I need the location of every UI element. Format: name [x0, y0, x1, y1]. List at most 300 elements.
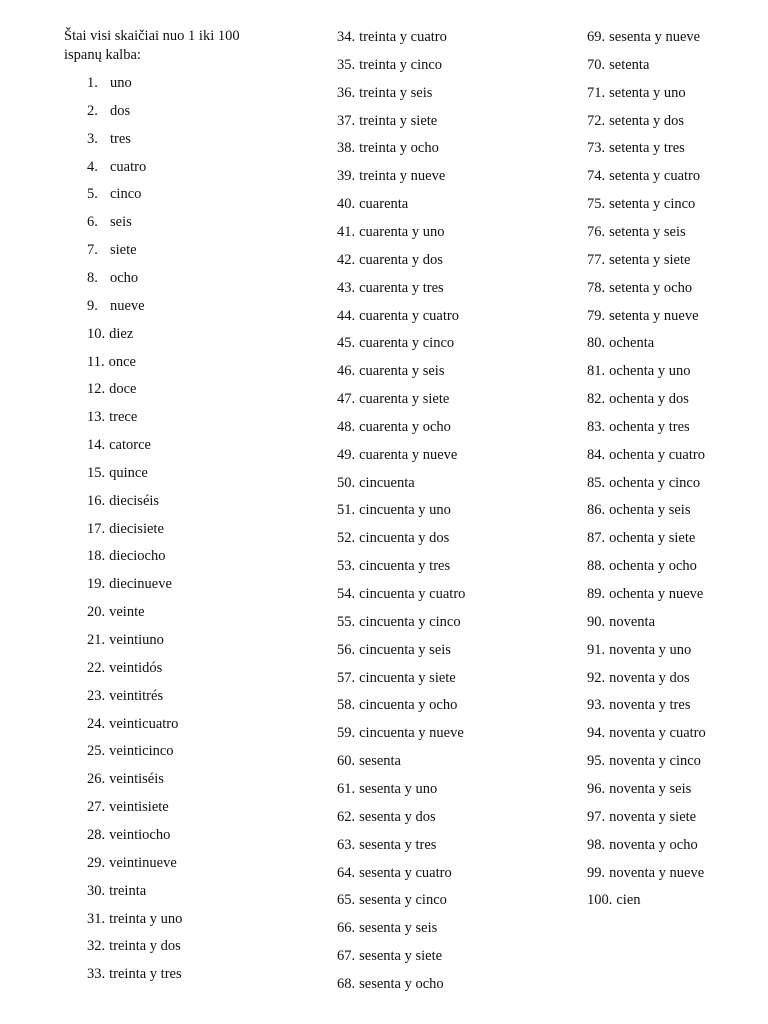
item-number: 24.: [87, 715, 106, 732]
list-item: [337, 361, 444, 381]
item-word: noventa y uno: [609, 641, 692, 658]
item-word: setenta y cuatro: [609, 168, 701, 185]
item-word: sesenta y nueve: [609, 29, 701, 45]
list-item: [87, 686, 163, 706]
list-item: [87, 881, 146, 901]
item-number: 83.: [587, 418, 606, 435]
item-word: treinta y siete: [359, 112, 438, 129]
item-word: ochenta y siete: [609, 530, 696, 547]
list-item: [337, 584, 465, 604]
item-word: sesenta y uno: [359, 780, 438, 797]
item-number: 56.: [337, 641, 356, 658]
item-word: diez: [109, 325, 134, 342]
list-item: [337, 27, 447, 47]
list-item: [587, 278, 692, 298]
item-number: 45.: [337, 335, 356, 352]
item-number: 66.: [337, 920, 356, 937]
item-word: setenta y dos: [609, 112, 685, 129]
item-word: treinta y uno: [109, 910, 183, 927]
intro-text: Štai visi skaičiai nuo 1 iki 100 ispanų kalba:: [64, 28, 240, 63]
item-number: 14.: [87, 437, 106, 454]
list-item: [337, 417, 451, 437]
item-number: 87.: [587, 530, 606, 547]
list-item: [87, 491, 159, 511]
item-number: 28.: [87, 826, 106, 843]
item-word: uno: [110, 75, 132, 91]
item-number: 43.: [337, 279, 356, 296]
item-word: veinticinco: [109, 743, 174, 760]
item-word: cuarenta: [359, 196, 409, 213]
list-item: [337, 779, 437, 799]
item-word: veintiuno: [109, 632, 164, 648]
item-number: 41.: [337, 223, 356, 240]
item-number: 3.: [87, 130, 98, 147]
list-item: [587, 417, 690, 437]
list-item: [587, 166, 700, 186]
item-number: 20.: [87, 604, 106, 621]
item-word: cincuenta y uno: [359, 502, 451, 519]
item-number: 96.: [587, 780, 606, 797]
list-item: [587, 333, 654, 353]
item-word: tres: [110, 130, 131, 147]
item-word: treinta y nueve: [359, 168, 446, 185]
item-number: 5.: [87, 186, 98, 203]
list-item: [587, 751, 701, 771]
item-word: dieciocho: [109, 548, 166, 565]
item-word: siete: [110, 242, 137, 259]
item-number: 35.: [337, 56, 356, 73]
item-number: 52.: [337, 530, 356, 547]
item-number: 98.: [587, 836, 606, 853]
list-item: [337, 890, 447, 910]
item-word: sesenta y ocho: [359, 975, 444, 992]
item-number: 7.: [87, 242, 98, 259]
list-item: [337, 445, 457, 465]
list-item: [337, 835, 436, 855]
list-item: [337, 807, 436, 827]
item-number: 62.: [337, 808, 356, 825]
item-number: 46.: [337, 363, 356, 380]
item-number: 33.: [87, 966, 106, 983]
item-word: quince: [109, 464, 148, 481]
list-item: [87, 658, 162, 678]
item-word: treinta y cuatro: [359, 29, 447, 45]
item-word: noventa y ocho: [609, 836, 698, 853]
list-item: [337, 556, 450, 576]
item-number: 4.: [87, 158, 98, 175]
item-word: nueve: [110, 297, 145, 314]
item-number: 12.: [87, 381, 106, 398]
list-item: [87, 630, 164, 650]
list-item: [587, 306, 699, 326]
list-item: [587, 250, 690, 270]
item-number: 21.: [87, 632, 106, 648]
item-number: 13.: [87, 409, 106, 426]
item-word: cuarenta y tres: [359, 279, 444, 296]
list-item: [87, 463, 148, 483]
list-item: [337, 500, 451, 520]
item-word: cincuenta y tres: [359, 558, 451, 575]
item-number: 89.: [587, 586, 606, 602]
list-item: [337, 695, 457, 715]
item-number: 44.: [337, 307, 356, 324]
item-number: 100.: [587, 892, 613, 909]
item-word: noventa y cinco: [609, 753, 701, 770]
item-number: 18.: [87, 548, 106, 565]
item-number: 55.: [337, 613, 356, 630]
item-word: ochenta y nueve: [609, 586, 704, 602]
item-word: trece: [109, 409, 138, 426]
item-number: 68.: [337, 975, 356, 992]
list-item: [87, 129, 131, 149]
item-number: 72.: [587, 112, 606, 129]
list-item: [87, 574, 172, 594]
list-item: [587, 445, 705, 465]
item-word: noventa y seis: [609, 780, 692, 797]
list-item: [87, 909, 182, 929]
list-item: [587, 83, 686, 103]
list-item: [337, 333, 454, 353]
list-item: [587, 138, 685, 158]
item-word: noventa y tres: [609, 697, 691, 714]
list-item: [587, 194, 695, 214]
item-word: diecisiete: [109, 520, 164, 537]
item-word: sesenta y dos: [359, 808, 436, 825]
item-number: 71.: [587, 84, 606, 101]
list-item: [87, 825, 170, 845]
item-word: cincuenta y cinco: [359, 613, 461, 630]
list-item: [87, 546, 166, 566]
item-number: 73.: [587, 140, 606, 157]
list-item: [87, 73, 132, 93]
list-item: [87, 240, 137, 260]
item-number: 65.: [337, 892, 356, 909]
item-number: 59.: [337, 725, 356, 742]
item-number: 19.: [87, 576, 106, 593]
item-word: noventa y nueve: [609, 864, 705, 881]
item-word: sesenta y seis: [359, 920, 438, 937]
item-number: 31.: [87, 910, 106, 927]
item-number: 88.: [587, 558, 606, 575]
item-word: noventa y dos: [609, 669, 690, 686]
list-item: [587, 640, 691, 660]
list-item: [587, 779, 691, 799]
list-item: [587, 695, 690, 715]
list-item: [337, 668, 456, 688]
item-number: 47.: [337, 391, 356, 408]
item-number: 91.: [587, 641, 606, 658]
item-word: ochenta y uno: [609, 363, 691, 380]
item-word: cincuenta y ocho: [359, 697, 458, 714]
list-item: [337, 974, 444, 994]
item-word: ochenta y dos: [609, 391, 689, 408]
list-item: [587, 584, 703, 604]
item-number: 22.: [87, 659, 106, 676]
item-word: sesenta y siete: [359, 948, 443, 965]
list-item: [337, 250, 443, 270]
item-word: ochenta y seis: [609, 502, 691, 519]
item-word: veinte: [109, 604, 145, 621]
list-item: [87, 352, 136, 372]
item-number: 23.: [87, 687, 106, 704]
item-number: 82.: [587, 391, 606, 408]
item-word: cincuenta y dos: [359, 530, 450, 547]
item-number: 54.: [337, 586, 356, 602]
list-item: [587, 222, 686, 242]
item-word: cincuenta y seis: [359, 641, 451, 658]
item-number: 2.: [87, 102, 98, 119]
item-number: 81.: [587, 363, 606, 380]
item-number: 76.: [587, 223, 606, 240]
item-number: 99.: [587, 864, 606, 881]
list-item: [337, 473, 415, 493]
item-word: veintiséis: [109, 771, 164, 788]
item-number: 61.: [337, 780, 356, 797]
item-word: treinta: [109, 882, 147, 899]
list-item: [587, 361, 690, 381]
item-number: 74.: [587, 168, 606, 185]
item-word: cuarenta y cinco: [359, 335, 455, 352]
item-word: sesenta y tres: [359, 836, 437, 853]
item-word: setenta y ocho: [609, 279, 693, 296]
list-item: [587, 890, 641, 910]
list-item: [337, 83, 432, 103]
item-word: dieciséis: [109, 492, 160, 509]
item-number: 42.: [337, 251, 356, 268]
item-number: 85.: [587, 474, 606, 491]
list-item: [587, 27, 700, 47]
list-item: [87, 157, 146, 177]
item-number: 36.: [337, 84, 356, 101]
item-number: 29.: [87, 854, 106, 871]
item-number: 9.: [87, 297, 98, 314]
item-number: 58.: [337, 697, 356, 714]
list-item: [587, 612, 655, 632]
item-word: cuarenta y cuatro: [359, 307, 459, 324]
item-number: 90.: [587, 613, 606, 630]
list-item: [87, 296, 145, 316]
item-number: 27.: [87, 799, 106, 816]
list-item: [87, 519, 164, 539]
item-word: treinta y cinco: [359, 56, 443, 73]
item-number: 49.: [337, 446, 356, 463]
item-number: 86.: [587, 502, 606, 519]
item-number: 32.: [87, 938, 106, 955]
list-item: [337, 946, 442, 966]
item-number: 26.: [87, 771, 106, 788]
item-word: treinta y dos: [109, 938, 181, 955]
item-word: cuarenta y seis: [359, 363, 445, 380]
list-item: [587, 835, 698, 855]
item-number: 16.: [87, 492, 106, 509]
list-item: [337, 640, 451, 660]
item-word: ochenta: [609, 335, 655, 352]
item-word: ochenta y tres: [609, 418, 690, 435]
list-item: [337, 194, 408, 214]
item-word: setenta: [609, 56, 650, 73]
item-number: 79.: [587, 307, 606, 324]
item-word: ochenta y ocho: [609, 558, 697, 575]
item-word: diecinueve: [109, 576, 172, 593]
item-word: seis: [110, 214, 132, 231]
item-number: 17.: [87, 520, 106, 537]
list-item: [337, 389, 449, 409]
item-word: cuarenta y nueve: [359, 446, 458, 463]
item-word: treinta y tres: [109, 966, 182, 983]
item-word: noventa: [609, 613, 656, 630]
item-number: 84.: [587, 446, 606, 463]
list-item: [337, 166, 445, 186]
item-number: 11.: [87, 353, 105, 370]
item-number: 51.: [337, 502, 356, 519]
list-item: [337, 306, 459, 326]
item-word: setenta y tres: [609, 140, 685, 157]
item-number: 34.: [337, 29, 356, 45]
item-number: 64.: [337, 864, 356, 881]
item-word: doce: [109, 381, 137, 398]
list-item: [87, 101, 130, 121]
item-word: cuatro: [110, 158, 147, 175]
item-word: cincuenta y cuatro: [359, 586, 466, 602]
item-number: 39.: [337, 168, 356, 185]
list-item: [587, 723, 706, 743]
item-word: sesenta y cinco: [359, 892, 447, 909]
list-item: [337, 863, 452, 883]
item-word: veinticuatro: [109, 715, 179, 732]
list-item: [337, 528, 449, 548]
item-word: ocho: [110, 269, 139, 286]
list-item: [587, 111, 684, 131]
item-word: sesenta: [359, 753, 401, 770]
list-item: [587, 556, 697, 576]
item-number: 97.: [587, 808, 606, 825]
list-item: [87, 212, 132, 232]
list-item: [87, 964, 182, 984]
list-item: [87, 769, 164, 789]
item-word: noventa y siete: [609, 808, 697, 825]
item-word: dos: [110, 102, 131, 119]
item-number: 70.: [587, 56, 606, 73]
list-item: [337, 723, 464, 743]
item-number: 75.: [587, 196, 606, 213]
list-item: [87, 379, 137, 399]
list-item: [87, 602, 145, 622]
list-item: [87, 435, 151, 455]
item-number: 67.: [337, 948, 356, 965]
item-number: 80.: [587, 335, 606, 352]
item-word: cuarenta y siete: [359, 391, 450, 408]
list-item: [337, 111, 437, 131]
list-item: [587, 863, 704, 883]
item-word: setenta y uno: [609, 84, 686, 101]
list-item: [87, 797, 169, 817]
item-number: 6.: [87, 214, 98, 231]
item-word: veintiocho: [109, 826, 171, 843]
item-word: setenta y siete: [609, 251, 691, 268]
item-word: ochenta y cinco: [609, 474, 701, 491]
item-word: sesenta y cuatro: [359, 864, 452, 881]
list-item: [87, 936, 181, 956]
list-item: [87, 407, 137, 427]
item-number: 37.: [337, 112, 356, 129]
item-word: setenta y nueve: [609, 307, 699, 324]
item-number: 1.: [87, 75, 98, 91]
item-word: cinco: [110, 186, 142, 203]
list-item: [337, 55, 442, 75]
list-item: [87, 853, 177, 873]
list-item: [87, 184, 141, 204]
list-item: [587, 528, 695, 548]
item-number: 10.: [87, 325, 106, 342]
list-item: [587, 473, 700, 493]
item-number: 93.: [587, 697, 606, 714]
list-item: [87, 324, 133, 344]
item-number: 25.: [87, 743, 106, 760]
item-word: catorce: [109, 437, 151, 454]
item-number: 57.: [337, 669, 356, 686]
list-item: [337, 222, 444, 242]
list-item: [587, 55, 649, 75]
item-word: veintisiete: [109, 799, 169, 816]
item-word: cuarenta y ocho: [359, 418, 451, 435]
item-number: 15.: [87, 464, 106, 481]
list-item: [587, 668, 690, 688]
item-word: cuarenta y dos: [359, 251, 443, 268]
list-item: [337, 138, 439, 158]
list-item: [337, 751, 401, 771]
item-word: setenta y cinco: [609, 196, 696, 213]
item-word: ochenta y cuatro: [609, 446, 705, 463]
item-number: 60.: [337, 753, 356, 770]
list-item: [337, 278, 444, 298]
item-number: 53.: [337, 558, 356, 575]
item-word: veintidós: [109, 659, 163, 676]
item-word: cien: [616, 892, 641, 909]
item-word: veintitrés: [109, 687, 164, 704]
item-number: 69.: [587, 29, 606, 45]
item-word: treinta y seis: [359, 84, 433, 101]
list-item: [87, 268, 138, 288]
item-number: 63.: [337, 836, 356, 853]
list-item: [587, 807, 696, 827]
item-word: cincuenta y nueve: [359, 725, 464, 742]
item-number: 38.: [337, 140, 356, 157]
item-number: 92.: [587, 669, 606, 686]
item-word: treinta y ocho: [359, 140, 439, 157]
list-item: [337, 918, 437, 938]
item-number: 40.: [337, 196, 356, 213]
item-word: setenta y seis: [609, 223, 686, 240]
list-item: [587, 500, 690, 520]
item-word: once: [108, 353, 136, 370]
list-item: [87, 741, 174, 761]
item-number: 78.: [587, 279, 606, 296]
item-word: cincuenta y siete: [359, 669, 456, 686]
item-word: noventa y cuatro: [609, 725, 706, 742]
item-number: 77.: [587, 251, 606, 268]
item-number: 94.: [587, 725, 606, 742]
item-number: 50.: [337, 474, 356, 491]
list-item: [87, 714, 178, 734]
item-number: 48.: [337, 418, 356, 435]
list-item: [337, 612, 461, 632]
item-number: 30.: [87, 882, 106, 899]
item-word: veintinueve: [109, 854, 177, 871]
item-word: cincuenta: [359, 474, 415, 491]
item-word: cuarenta y uno: [359, 223, 445, 240]
item-number: 8.: [87, 269, 98, 286]
item-number: 95.: [587, 753, 606, 770]
